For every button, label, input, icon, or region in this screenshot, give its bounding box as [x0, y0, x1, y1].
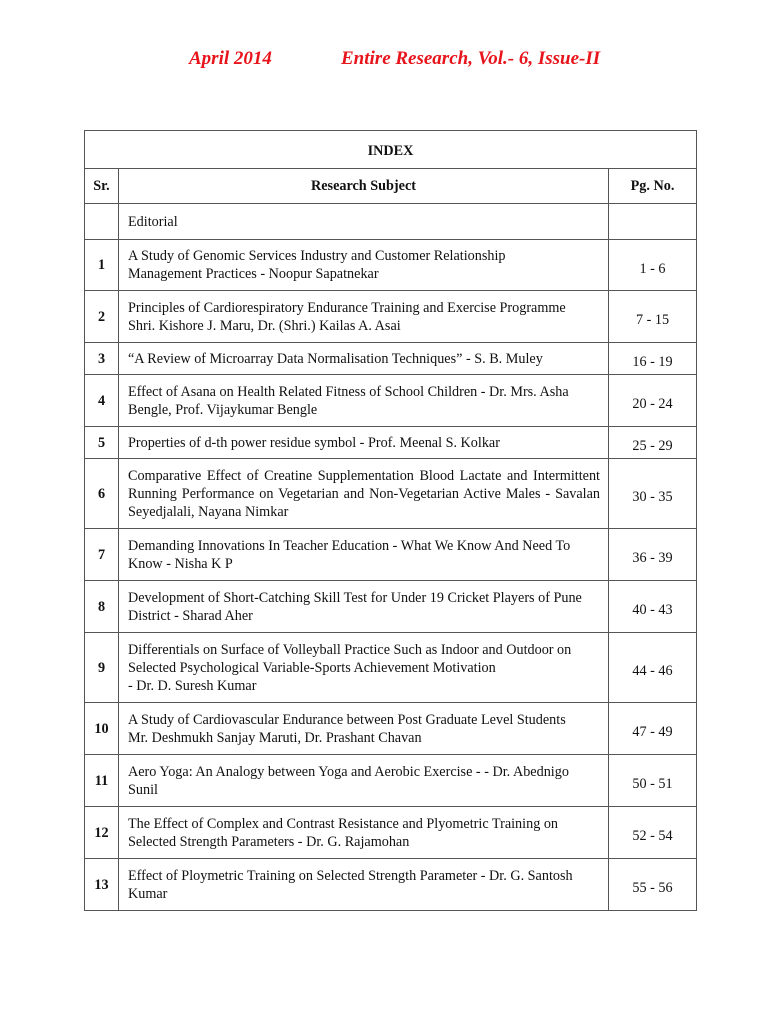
subject-line: Bengle, Prof. Vijaykumar Bengle — [128, 401, 318, 418]
row-serial: 1 — [85, 240, 119, 291]
row-subject — [119, 633, 609, 703]
row-serial: 11 — [85, 755, 119, 807]
index-title: INDEX — [85, 131, 697, 169]
index-row — [85, 859, 697, 911]
journal-title: Entire Research, Vol.- 6, Issue-II — [341, 48, 601, 69]
subject-line: Management Practices - Noopur Sapatnekar — [128, 266, 379, 282]
subject-line: Sunil — [128, 781, 158, 798]
page-header — [0, 42, 770, 76]
row-page-range: 44 - 46 — [609, 633, 697, 703]
row-page-range: 36 - 39 — [609, 529, 697, 581]
row-page-range: 50 - 51 — [609, 755, 697, 807]
row-page-range: 47 - 49 — [609, 703, 697, 755]
row-serial: 13 — [85, 859, 119, 911]
row-page-range: 25 - 29 — [609, 427, 697, 459]
subject-line: Effect of Ploymetric Training on Selected Strength Parameter - Dr. G. Santosh — [128, 867, 573, 884]
index-row — [85, 633, 697, 703]
editorial-row — [85, 204, 697, 240]
row-page-range: 16 - 19 — [609, 343, 697, 375]
row-subject — [119, 807, 609, 859]
row-page-range: 1 - 6 — [609, 240, 697, 291]
index-row — [85, 459, 697, 529]
row-serial: 7 — [85, 529, 119, 581]
subject-line: District - Sharad Aher — [128, 607, 253, 624]
subject-line: The Effect of Complex and Contrast Resistance and Plyometric Training on — [128, 815, 559, 832]
row-subject — [119, 427, 609, 459]
subject-line: Development of Short-Catching Skill Test for Under 19 Cricket Players of Pune — [128, 589, 582, 606]
row-serial: 8 — [85, 581, 119, 633]
index-row — [85, 427, 697, 459]
row-serial: 4 — [85, 375, 119, 427]
subject-line: Demanding Innovations In Teacher Education - What We Know And Need To — [128, 537, 571, 554]
column-header-sr: Sr. — [85, 169, 119, 204]
subject-line: A Study of Cardiovascular Endurance between Post Graduate Level Students — [128, 711, 566, 728]
row-page-range: 52 - 54 — [609, 807, 697, 859]
issue-date: April 2014 — [189, 48, 272, 69]
row-subject — [119, 581, 609, 633]
editorial-page-cell — [609, 204, 697, 240]
row-subject — [119, 240, 609, 291]
subject-line: A Study of Genomic Services Industry and Customer Relationship — [128, 248, 506, 264]
index-row — [85, 581, 697, 633]
editorial-label: Editorial — [119, 204, 609, 240]
subject-line: Selected Psychological Variable-Sports Achievement Motivation — [128, 659, 496, 676]
index-row — [85, 703, 697, 755]
row-serial: 6 — [85, 459, 119, 529]
column-header-subject: Research Subject — [119, 169, 609, 204]
row-subject — [119, 859, 609, 911]
subject-line: Mr. Deshmukh Sanjay Maruti, Dr. Prashant Chavan — [128, 729, 422, 746]
row-page-range: 40 - 43 — [609, 581, 697, 633]
subject-line: - Dr. D. Suresh Kumar — [128, 677, 257, 694]
row-serial: 12 — [85, 807, 119, 859]
subject-line: “A Review of Microarray Data Normalisation Techniques” - S. B. Muley — [128, 350, 543, 367]
row-serial: 9 — [85, 633, 119, 703]
row-page-range: 30 - 35 — [609, 459, 697, 529]
subject-line: Selected Strength Parameters - Dr. G. Rajamohan — [128, 833, 410, 850]
row-subject — [119, 529, 609, 581]
index-row — [85, 343, 697, 375]
row-serial: 10 — [85, 703, 119, 755]
subject-line: Effect of Asana on Health Related Fitness of School Children - Dr. Mrs. Asha — [128, 383, 569, 400]
row-subject — [119, 755, 609, 807]
subject-line: Kumar — [128, 885, 168, 902]
row-subject — [119, 343, 609, 375]
index-row — [85, 529, 697, 581]
index-row — [85, 240, 697, 291]
column-header-page: Pg. No. — [609, 169, 697, 204]
row-page-range: 7 - 15 — [609, 291, 697, 343]
index-table — [84, 130, 697, 911]
row-serial: 5 — [85, 427, 119, 459]
column-header-row — [85, 169, 697, 204]
row-serial: 2 — [85, 291, 119, 343]
index-row — [85, 807, 697, 859]
subject-line: Properties of d-th power residue symbol - Prof. Meenal S. Kolkar — [128, 434, 500, 451]
row-subject — [119, 291, 609, 343]
subject-line: Principles of Cardiorespiratory Endurance Training and Exercise Programme — [128, 299, 566, 316]
index-row — [85, 755, 697, 807]
subject-line: Comparative Effect of Creatine Supplementation Blood Lactate and Intermittent Running Performance on Vegetarian and Non-Vegetarian Active Males - Savalan Seyedjalali, Nayana Nimkar — [128, 467, 600, 520]
row-subject — [119, 703, 609, 755]
subject-line: Shri. Kishore J. Maru, Dr. (Shri.) Kailas A. Asai — [128, 317, 401, 334]
index-row — [85, 291, 697, 343]
subject-line: Aero Yoga: An Analogy between Yoga and Aerobic Exercise - - Dr. Abednigo — [128, 763, 569, 780]
row-page-range: 20 - 24 — [609, 375, 697, 427]
index-row — [85, 375, 697, 427]
row-serial: 3 — [85, 343, 119, 375]
row-subject — [119, 459, 609, 529]
subject-line: Differentials on Surface of Volleyball Practice Such as Indoor and Outdoor on — [128, 641, 572, 658]
row-subject — [119, 375, 609, 427]
index-title-row — [85, 131, 697, 169]
editorial-sr-cell — [85, 204, 119, 240]
subject-line: Know - Nisha K P — [128, 555, 233, 572]
row-page-range: 55 - 56 — [609, 859, 697, 911]
